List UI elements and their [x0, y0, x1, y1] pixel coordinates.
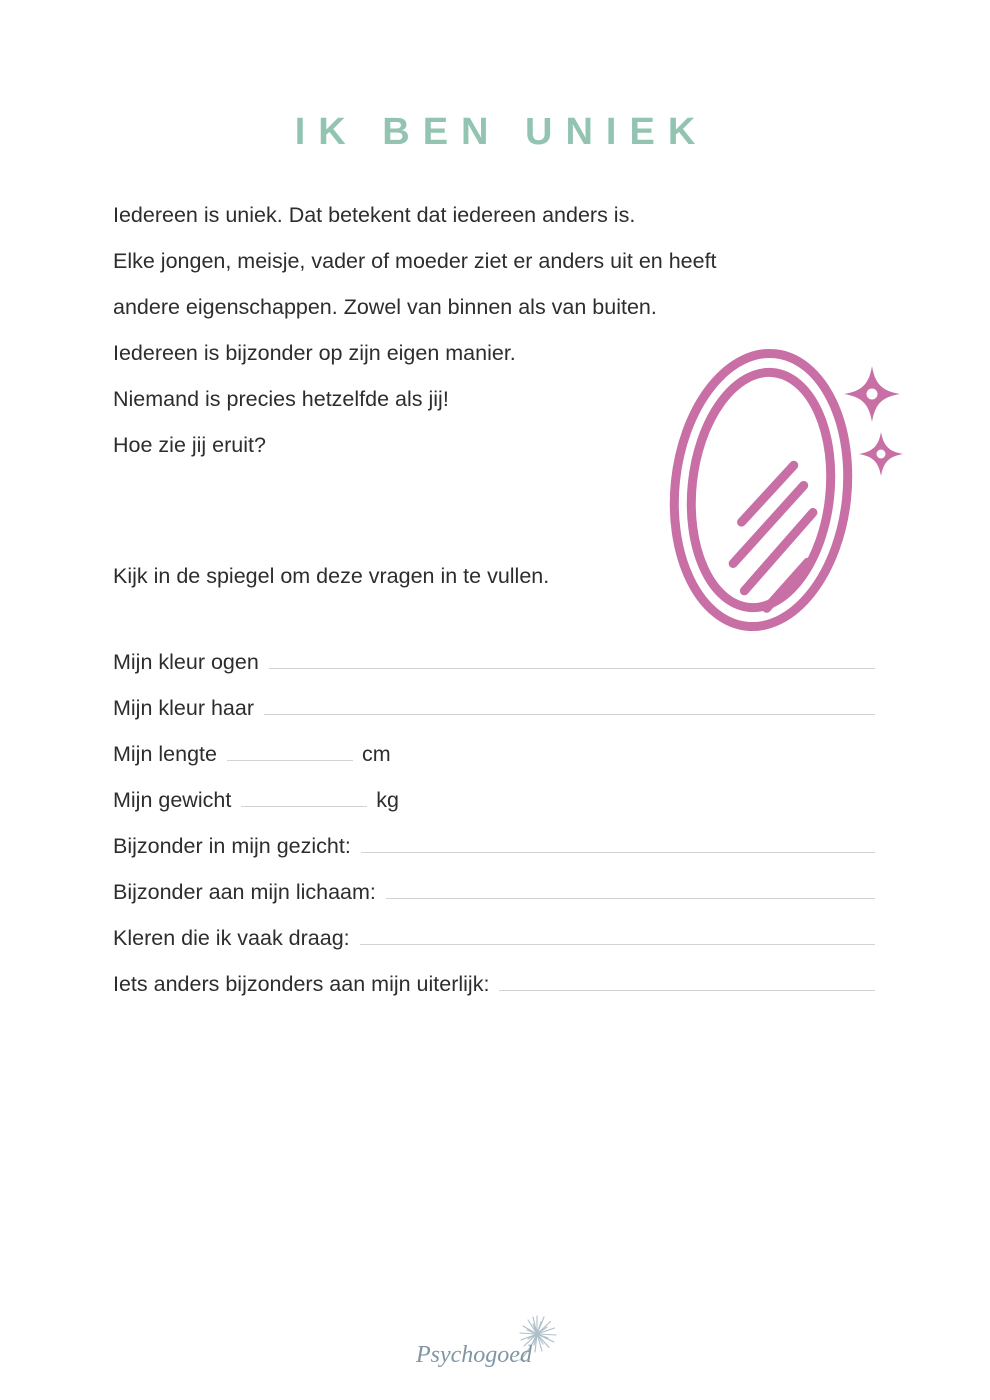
- field-blank-line[interactable]: [499, 970, 875, 991]
- footer: [0, 1306, 990, 1386]
- instruction-text: Kijk in de spiegel om deze vragen in te vullen.: [113, 564, 550, 588]
- brand-wordmark: Psychogoed: [416, 1342, 532, 1368]
- intro-line: Hoe zie jij eruit?: [113, 433, 266, 457]
- field-label: Mijn kleur ogen: [113, 650, 259, 674]
- field-blank-line[interactable]: [269, 648, 875, 669]
- brand-logo: [410, 1308, 580, 1384]
- field-label: Iets anders bijzonders aan mijn uiterlijk:: [113, 972, 490, 996]
- form-field-row: [113, 970, 875, 1016]
- form-field-row: [113, 740, 875, 786]
- form-field-row: [113, 832, 875, 878]
- intro-line: Elke jongen, meisje, vader of moeder ziet er anders uit en heeft: [113, 249, 717, 273]
- field-label: Mijn kleur haar: [113, 696, 254, 720]
- field-label: Kleren die ik vaak draag:: [113, 926, 350, 950]
- intro-line: Niemand is precies hetzelfde als jij!: [113, 387, 449, 411]
- field-label: Mijn gewicht: [113, 788, 232, 812]
- form-field-row: [113, 878, 875, 924]
- form-field-row: [113, 648, 875, 694]
- field-blank-line[interactable]: [264, 694, 875, 715]
- field-unit: cm: [361, 742, 391, 766]
- field-blank-line[interactable]: [386, 878, 875, 899]
- field-label: Mijn lengte: [113, 742, 217, 766]
- form-field-row: [113, 786, 875, 832]
- form-field-row: [113, 694, 875, 740]
- field-blank-line[interactable]: [360, 924, 875, 945]
- page-title: IK BEN UNIEK: [294, 111, 709, 153]
- intro-paragraph: [113, 192, 873, 468]
- intro-line: andere eigenschappen. Zowel van binnen als van buiten.: [113, 295, 657, 319]
- fill-in-form: [113, 648, 875, 1016]
- field-label: Bijzonder in mijn gezicht:: [113, 834, 351, 858]
- intro-line: Iedereen is uniek. Dat betekent dat iedereen anders is.: [113, 203, 636, 227]
- form-field-row: [113, 924, 875, 970]
- intro-line: Iedereen is bijzonder op zijn eigen manier.: [113, 341, 516, 365]
- field-blank-line[interactable]: [361, 832, 875, 853]
- field-blank-line[interactable]: [241, 786, 367, 807]
- field-label: Bijzonder aan mijn lichaam:: [113, 880, 376, 904]
- field-blank-line[interactable]: [227, 740, 353, 761]
- field-unit: kg: [376, 788, 400, 812]
